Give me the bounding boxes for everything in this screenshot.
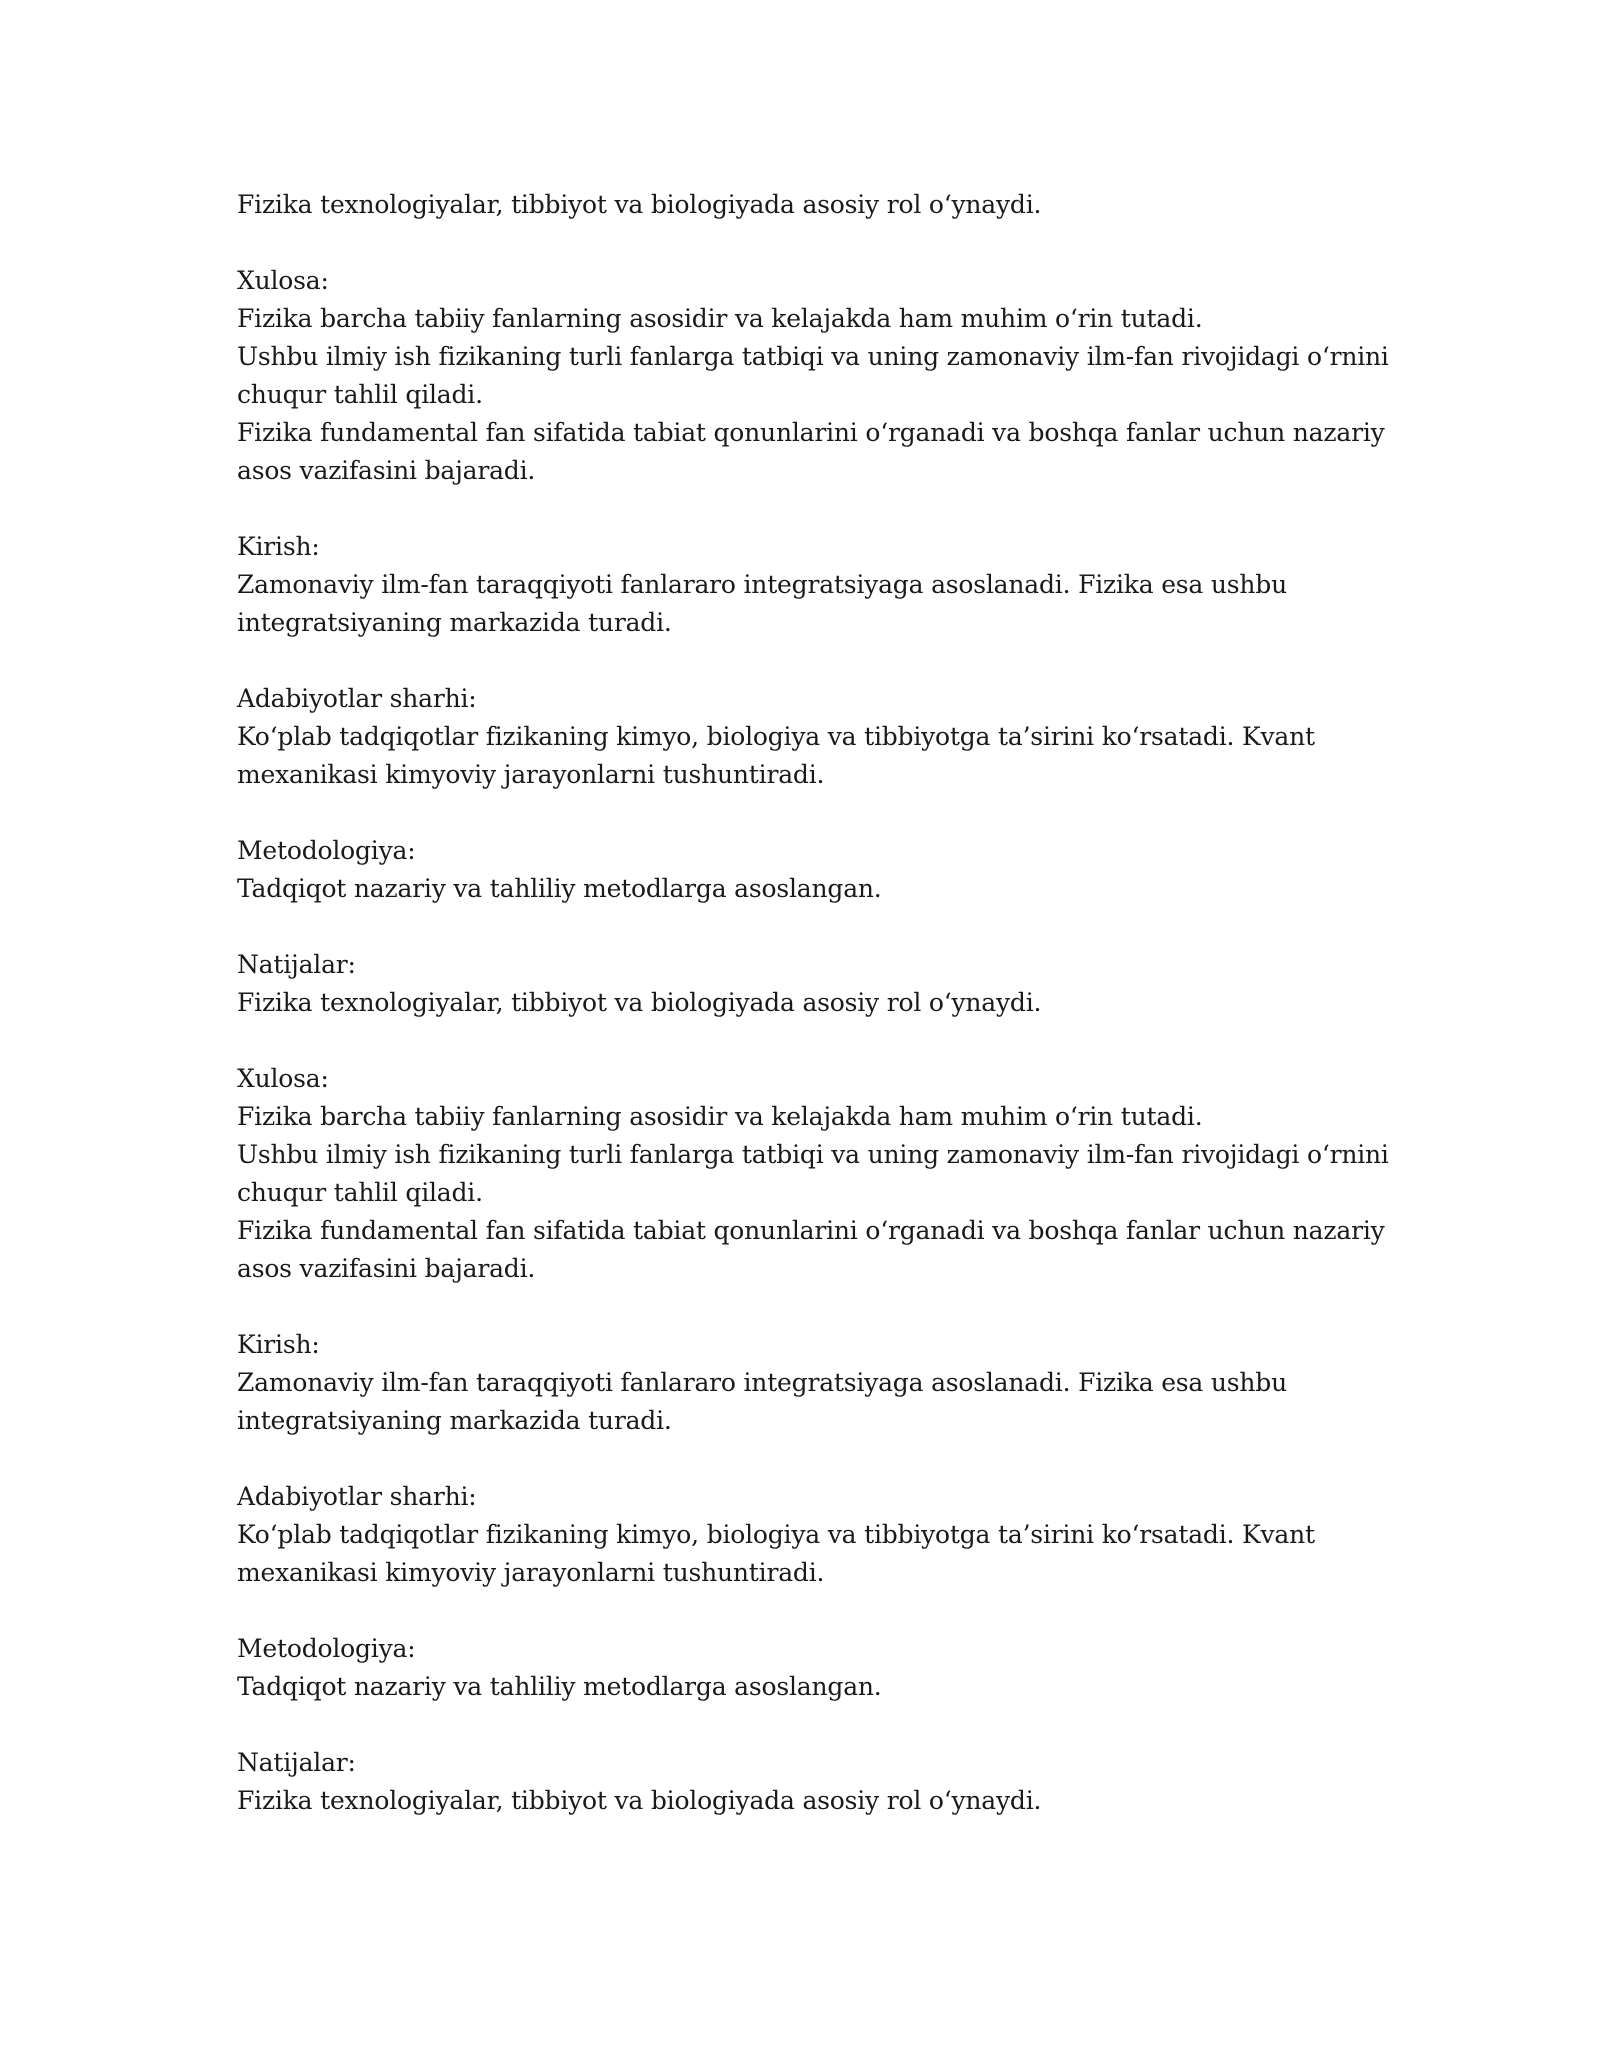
text-line: Tadqiqot nazariy va tahliliy metodlarga asoslangan. [237,1672,882,1701]
text-line: asos vazifasini bajaradi. [237,456,536,485]
section-heading: Metodologiya: [237,1634,416,1663]
blank-line [237,642,1387,680]
section-heading: Natijalar: [237,950,356,979]
section-heading: Adabiyotlar sharhi: [237,684,477,713]
text-line: Fizika texnologiyalar, tibbiyot va biologiyada asosiy rol o‘ynaydi. [237,1786,1042,1815]
text-line: Fizika barcha tabiiy fanlarning asosidir va kelajakda ham muhim o‘rin tutadi. [237,304,1203,333]
blank-line [237,794,1387,832]
section-heading: Kirish: [237,532,320,561]
text-line: asos vazifasini bajaradi. [237,1254,536,1283]
text-line: Fizika texnologiyalar, tibbiyot va biologiyada asosiy rol o‘ynaydi. [237,190,1042,219]
text-line: chuqur tahlil qiladi. [237,380,483,409]
section-heading: Natijalar: [237,1748,356,1777]
blank-line [237,1288,1387,1326]
section-heading: Metodologiya: [237,836,416,865]
text-line: chuqur tahlil qiladi. [237,1178,483,1207]
blank-line [237,1592,1387,1630]
text-line: Ushbu ilmiy ish fizikaning turli fanlarga tatbiqi va uning zamonaviy ilm-fan rivojidagi o‘rnini [237,342,1389,371]
section-heading: Kirish: [237,1330,320,1359]
text-line: integratsiyaning markazida turadi. [237,608,672,637]
blank-line [237,908,1387,946]
section-heading: Xulosa: [237,1064,329,1093]
text-line: Fizika fundamental fan sifatida tabiat qonunlarini o‘rganadi va boshqa fanlar uchun nazariy [237,418,1385,447]
blank-line [237,224,1387,262]
document-body [237,186,1387,1820]
text-line: Zamonaviy ilm-fan taraqqiyoti fanlararo integratsiyaga asoslanadi. Fizika esa ushbu [237,1368,1288,1397]
blank-line [237,1022,1387,1060]
text-line: Tadqiqot nazariy va tahliliy metodlarga asoslangan. [237,874,882,903]
section-heading: Adabiyotlar sharhi: [237,1482,477,1511]
section-heading: Xulosa: [237,266,329,295]
text-line: integratsiyaning markazida turadi. [237,1406,672,1435]
text-line: Fizika fundamental fan sifatida tabiat qonunlarini o‘rganadi va boshqa fanlar uchun nazariy [237,1216,1385,1245]
text-line: Zamonaviy ilm-fan taraqqiyoti fanlararo integratsiyaga asoslanadi. Fizika esa ushbu [237,570,1288,599]
text-line: Fizika barcha tabiiy fanlarning asosidir va kelajakda ham muhim o‘rin tutadi. [237,1102,1203,1131]
text-line: mexanikasi kimyoviy jarayonlarni tushuntiradi. [237,760,825,789]
text-line: Ko‘plab tadqiqotlar fizikaning kimyo, biologiya va tibbiyotga ta’sirini ko‘rsatadi. Kvant [237,722,1315,751]
blank-line [237,1706,1387,1744]
text-line: Fizika texnologiyalar, tibbiyot va biologiyada asosiy rol o‘ynaydi. [237,988,1042,1017]
blank-line [237,490,1387,528]
blank-line [237,1440,1387,1478]
text-line: Ushbu ilmiy ish fizikaning turli fanlarga tatbiqi va uning zamonaviy ilm-fan rivojidagi o‘rnini [237,1140,1389,1169]
text-line: mexanikasi kimyoviy jarayonlarni tushuntiradi. [237,1558,825,1587]
text-line: Ko‘plab tadqiqotlar fizikaning kimyo, biologiya va tibbiyotga ta’sirini ko‘rsatadi. Kvant [237,1520,1315,1549]
